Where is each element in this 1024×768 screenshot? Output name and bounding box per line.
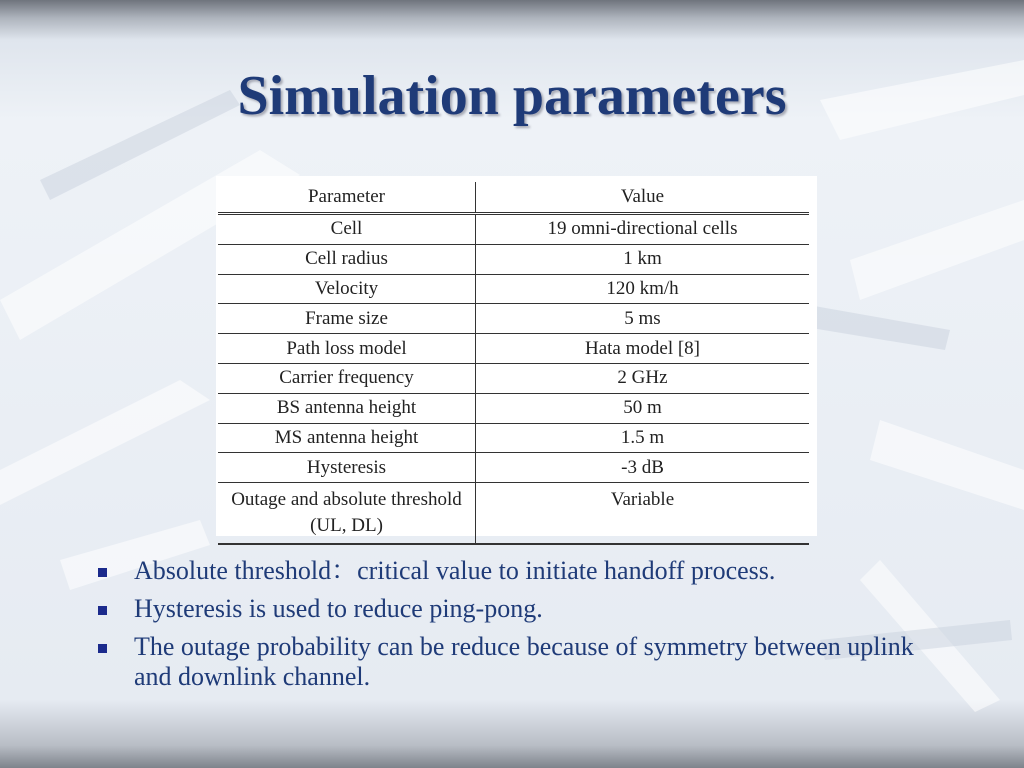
column-header-value: Value [476,182,810,214]
table-row [218,483,809,545]
table-row [218,423,809,453]
bullet-text: The outage probability can be reduce because of symmetry between uplink and downlink channel. [134,632,914,691]
column-header-parameter: Parameter [218,182,476,214]
bullet-text: Hysteresis is used to reduce ping-pong. [134,594,543,623]
table-row [218,453,809,483]
table-row [218,363,809,393]
table-row [218,244,809,274]
parameter-cell: Velocity [218,274,476,304]
bullet-text: Absolute threshold：critical value to initiate handoff process. [134,556,776,585]
value-cell: 120 km/h [476,274,810,304]
table-row [218,274,809,304]
list-item [96,556,926,586]
parameters-table-panel [216,176,817,536]
parameter-cell: Outage and absolute threshold (UL, DL) [218,483,476,545]
value-cell: -3 dB [476,453,810,483]
table-header-row [218,182,809,214]
value-cell: 5 ms [476,304,810,334]
value-cell: 1 km [476,244,810,274]
value-cell: Hata model [8] [476,334,810,364]
value-cell: Variable [476,483,810,545]
table-row [218,214,809,245]
parameter-cell: Hysteresis [218,453,476,483]
parameter-cell: MS antenna height [218,423,476,453]
table-row [218,393,809,423]
value-cell: 50 m [476,393,810,423]
value-cell: 1.5 m [476,423,810,453]
value-cell: 2 GHz [476,363,810,393]
table-row [218,334,809,364]
parameter-cell: Carrier frequency [218,363,476,393]
list-item [96,594,926,624]
square-bullet-icon [98,568,107,577]
parameter-cell: Path loss model [218,334,476,364]
square-bullet-icon [98,644,107,653]
parameter-cell: Cell radius [218,244,476,274]
list-item [96,632,926,692]
slide-title: Simulation parameters [237,65,787,127]
bullet-list [96,556,926,700]
parameter-cell: Frame size [218,304,476,334]
parameter-cell: Cell [218,214,476,245]
table-row [218,304,809,334]
parameter-cell: BS antenna height [218,393,476,423]
parameters-table [218,182,809,545]
value-cell: 19 omni-directional cells [476,214,810,245]
square-bullet-icon [98,606,107,615]
